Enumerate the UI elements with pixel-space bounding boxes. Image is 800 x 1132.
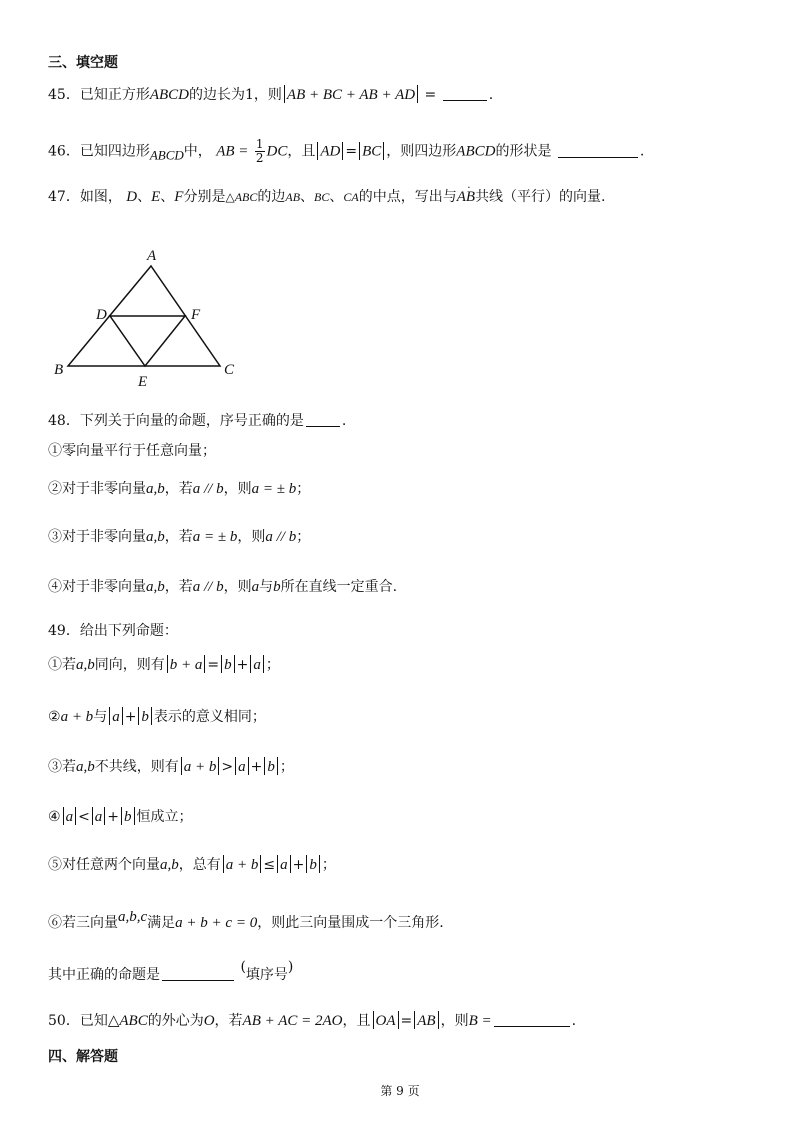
label-e: E xyxy=(138,374,148,390)
answer-blank xyxy=(162,966,234,981)
triangle-figure xyxy=(48,244,248,390)
page-number: 第 9 页 xyxy=(380,1084,420,1098)
question-46: 46．已知四边形ABCD中， AB = $\frac{1}{2}$ DC，且 AD = BC ，则四边形ABCD的形状是 . xyxy=(48,137,645,165)
q49-answer-line: 其中正确的命题是 (填序号) xyxy=(48,959,294,983)
q49-option-3: ③若a,b不共线，则有 a + b > a + b ； xyxy=(48,759,294,775)
abs-bar xyxy=(417,85,418,103)
q48-option-3: ③对于非零向量a,b，若a = ± b，则a // b； xyxy=(48,529,311,545)
question-47: 47．如图， D、E、F分别是△ABC的边AB、BC、CA的中点，写出与· AB共线（平行）的向量. xyxy=(48,186,760,208)
label-b: B xyxy=(54,362,64,378)
section-heading-3: 三、填空题 xyxy=(48,55,118,71)
section-heading-4: 四、解答题 xyxy=(48,1049,118,1065)
fraction-one-half: $\frac{1}{2}$ xyxy=(255,137,264,165)
triangle-def xyxy=(110,316,185,366)
question-49: 49．给出下列命题： xyxy=(48,623,178,639)
label-a: A xyxy=(147,248,157,264)
label-d: D xyxy=(96,307,107,323)
q49-option-1: ①若a,b同向，则有 b + a = b + a ； xyxy=(48,657,280,673)
answer-blank xyxy=(558,143,638,158)
answer-blank xyxy=(443,86,487,101)
q49-option-5: ⑤对任意两个向量a,b，总有 a + b ≤ a + b ； xyxy=(48,857,336,873)
question-48: 48．下列关于向量的命题，序号正确的是 . xyxy=(48,413,347,429)
label-f: F xyxy=(191,307,201,323)
q48-option-2: ②对于非零向量a,b，若a // b，则a = ± b； xyxy=(48,481,311,497)
q48-option-4: ④对于非零向量a,b，若a // b，则a与b所在直线一定重合. xyxy=(48,579,398,595)
question-45: 45．已知正方形ABCD的边长为1，则 AB + BC + AB + AD = . xyxy=(48,87,494,103)
vector-sum: AB + BC + AB + AD xyxy=(286,87,416,103)
question-50: 50．已知△ABC的外心为O，若AB + AC = 2AO，且 OA = AB ，则B = . xyxy=(48,1013,577,1029)
q48-option-1: ①零向量平行于任意向量； xyxy=(48,443,216,459)
abs-bar xyxy=(284,85,285,103)
q49-option-6: ⑥若三向量a,b,c满足a + b + c = 0，则此三向量围成一个三角形. xyxy=(48,909,444,931)
label-c: C xyxy=(224,362,235,378)
q49-option-2: ②a + b与 a + b 表示的意义相同； xyxy=(48,709,266,725)
answer-blank xyxy=(306,412,340,427)
q49-option-4: ④ a < a + b 恒成立； xyxy=(48,809,193,825)
answer-blank xyxy=(494,1012,570,1027)
